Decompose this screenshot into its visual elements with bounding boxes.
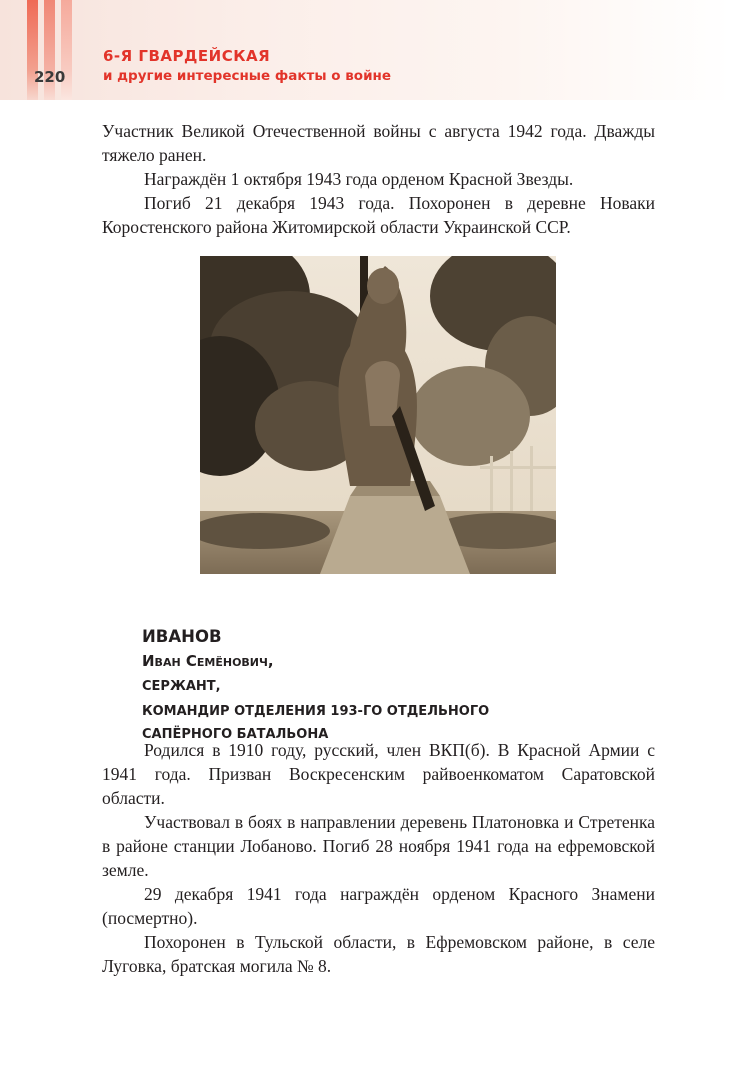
- running-subtitle: и другие интересные факты о войне: [103, 68, 392, 84]
- bio-given-names: Иван Семёнович,: [142, 652, 274, 670]
- paragraph: Награждён 1 октября 1943 года орденом Красной Звезды.: [144, 169, 574, 189]
- bio-position-line: КОМАНДИР ОТДЕЛЕНИЯ 193-ГО ОТДЕЛЬНОГО: [142, 704, 490, 719]
- paragraph: Похоронен в Тульской области, в Ефремовском районе, в селе Луговка, братская могила № 8.: [102, 932, 655, 976]
- bio-rank: СЕРЖАНТ,: [142, 679, 221, 694]
- paragraph: 29 декабря 1941 года награждён орденом Красного Знамени (посмертно).: [102, 884, 655, 928]
- paragraph: Участник Великой Отечественной войны с августа 1942 года. Дважды тяжело ранен.: [102, 121, 655, 165]
- bio-surname: ИВАНОВ: [142, 627, 222, 646]
- text-block-top: [102, 119, 655, 239]
- paragraph: Родился в 1910 году, русский, член ВКП(б). В Красной Армии с 1941 года. Призван Воскресенским райвоенкоматом Саратовской области.: [102, 740, 655, 808]
- paragraph: Погиб 21 декабря 1943 года. Похоронен в деревне Новаки Коростенского района Житомирской области Украинской ССР.: [102, 193, 655, 237]
- monument-photo: [200, 256, 556, 574]
- text-block-bottom: [102, 738, 655, 978]
- running-title: 6-Я ГВАРДЕЙСКАЯ: [103, 47, 271, 65]
- bio-position-line: САПЁРНОГО БАТАЛЬОНА: [142, 727, 329, 742]
- paragraph: Участвовал в боях в направлении деревень Платоновка и Стретенка в районе станции Лобаново. Погиб 28 ноября 1941 года на ефремовской земле.: [102, 812, 655, 880]
- page-number: 220: [34, 68, 66, 86]
